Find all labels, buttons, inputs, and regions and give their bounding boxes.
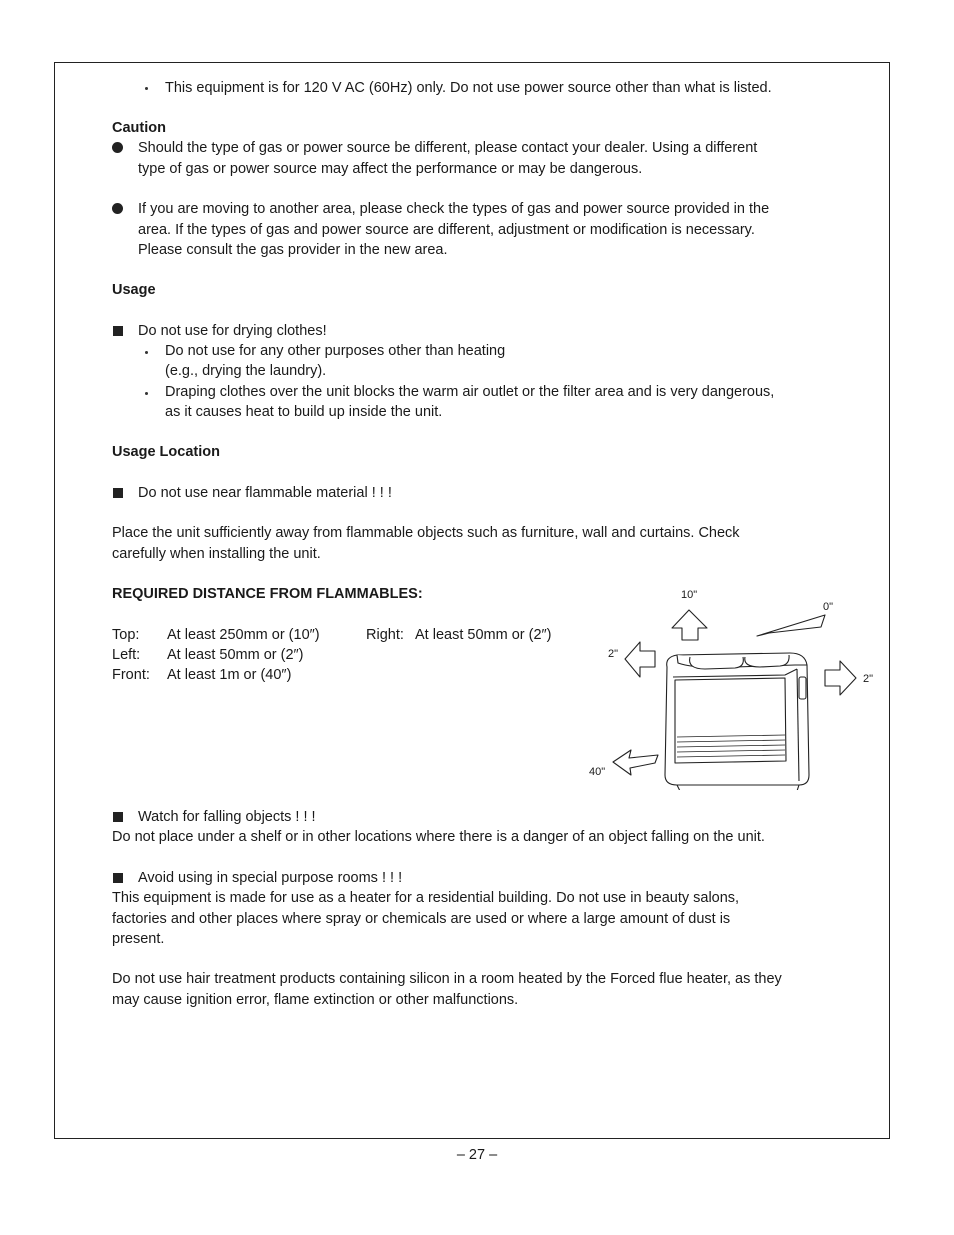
bullet-square xyxy=(113,326,123,336)
distance-left-label: Left: xyxy=(112,647,141,663)
distance-right-value: At least 50mm or (2″) xyxy=(415,627,552,643)
distance-front-label: Front: xyxy=(112,667,150,683)
caution-item1-line2: type of gas or power source may affect the performance or may be dangerous. xyxy=(138,161,643,177)
usage-sub1-line1: Do not use for any other purposes other than heating xyxy=(165,343,506,359)
power-note: This equipment is for 120 V AC (60Hz) only. Do not use power source other than what is listed. xyxy=(165,80,772,96)
label-back-clearance: 0" xyxy=(823,601,834,613)
special-para2-line2: may cause ignition error, flame extinction or other malfunctions. xyxy=(112,992,519,1008)
special-para-line1: This equipment is made for use as a heater for a residential building. Do not use in beauty salons, xyxy=(112,890,740,906)
heater-clearance-diagram xyxy=(585,585,885,790)
label-top-clearance: 10" xyxy=(681,589,698,601)
usage-sub1-line2: (e.g., drying the laundry). xyxy=(165,363,327,379)
location-para-line2: carefully when installing the unit. xyxy=(112,546,321,562)
usage-item: Do not use for drying clothes! xyxy=(138,323,327,339)
special-para-line2: factories and other places where spray or chemicals are used or where a large amount of dust is xyxy=(112,911,731,927)
location-item: Do not use near flammable material ! ! ! xyxy=(138,485,392,501)
distance-top-value: At least 250mm or (10″) xyxy=(167,627,320,643)
caution-item2-line3: Please consult the gas provider in the new area. xyxy=(138,242,448,258)
falling-item: Watch for falling objects ! ! ! xyxy=(138,809,316,825)
usage-sub2-line1: Draping clothes over the unit blocks the warm air outlet or the filter area and is very dangerous, xyxy=(165,384,775,400)
bullet-dot xyxy=(112,203,123,214)
distance-top-label: Top: xyxy=(112,627,140,643)
bullet-square xyxy=(113,812,123,822)
usage-heading: Usage xyxy=(112,282,156,298)
caution-item2-line1: If you are moving to another area, please check the types of gas and power source provided in the xyxy=(138,201,770,217)
location-para-line1: Place the unit sufficiently away from flammable objects such as furniture, wall and curtains. Check xyxy=(112,525,740,541)
usage-sub2-line2: as it causes heat to build up inside the unit. xyxy=(165,404,443,420)
location-heading: Usage Location xyxy=(112,444,220,460)
small-bullet xyxy=(145,351,148,354)
caution-item1-line1: Should the type of gas or power source be different, please contact your dealer. Using a different xyxy=(138,140,758,156)
special-para-line3: present. xyxy=(112,931,165,947)
caution-heading: Caution xyxy=(112,120,166,136)
falling-para: Do not place under a shelf or in other locations where there is a danger of an object falling on the unit. xyxy=(112,829,765,845)
distance-right-label: Right: xyxy=(366,627,404,643)
special-item: Avoid using in special purpose rooms ! ! ! xyxy=(138,870,403,886)
page-number: – 27 – xyxy=(456,1147,498,1163)
label-right-clearance: 2" xyxy=(863,673,874,685)
small-bullet xyxy=(145,392,148,395)
caution-item2-line2: area. If the types of gas and power source are different, adjustment or modification is necessary. xyxy=(138,222,755,238)
distance-heading: REQUIRED DISTANCE FROM FLAMMABLES: xyxy=(112,586,423,602)
distance-left-value: At least 50mm or (2″) xyxy=(167,647,304,663)
distance-front-value: At least 1m or (40″) xyxy=(167,667,292,683)
label-front-clearance: 40" xyxy=(589,766,606,778)
bullet-square xyxy=(113,873,123,883)
bullet-square xyxy=(113,488,123,498)
small-bullet xyxy=(145,87,148,90)
bullet-dot xyxy=(112,142,123,153)
heater-illustration xyxy=(585,585,885,790)
label-left-clearance: 2" xyxy=(608,648,619,660)
special-para2-line1: Do not use hair treatment products containing silicon in a room heated by the Forced flue heater, as they xyxy=(112,971,782,987)
